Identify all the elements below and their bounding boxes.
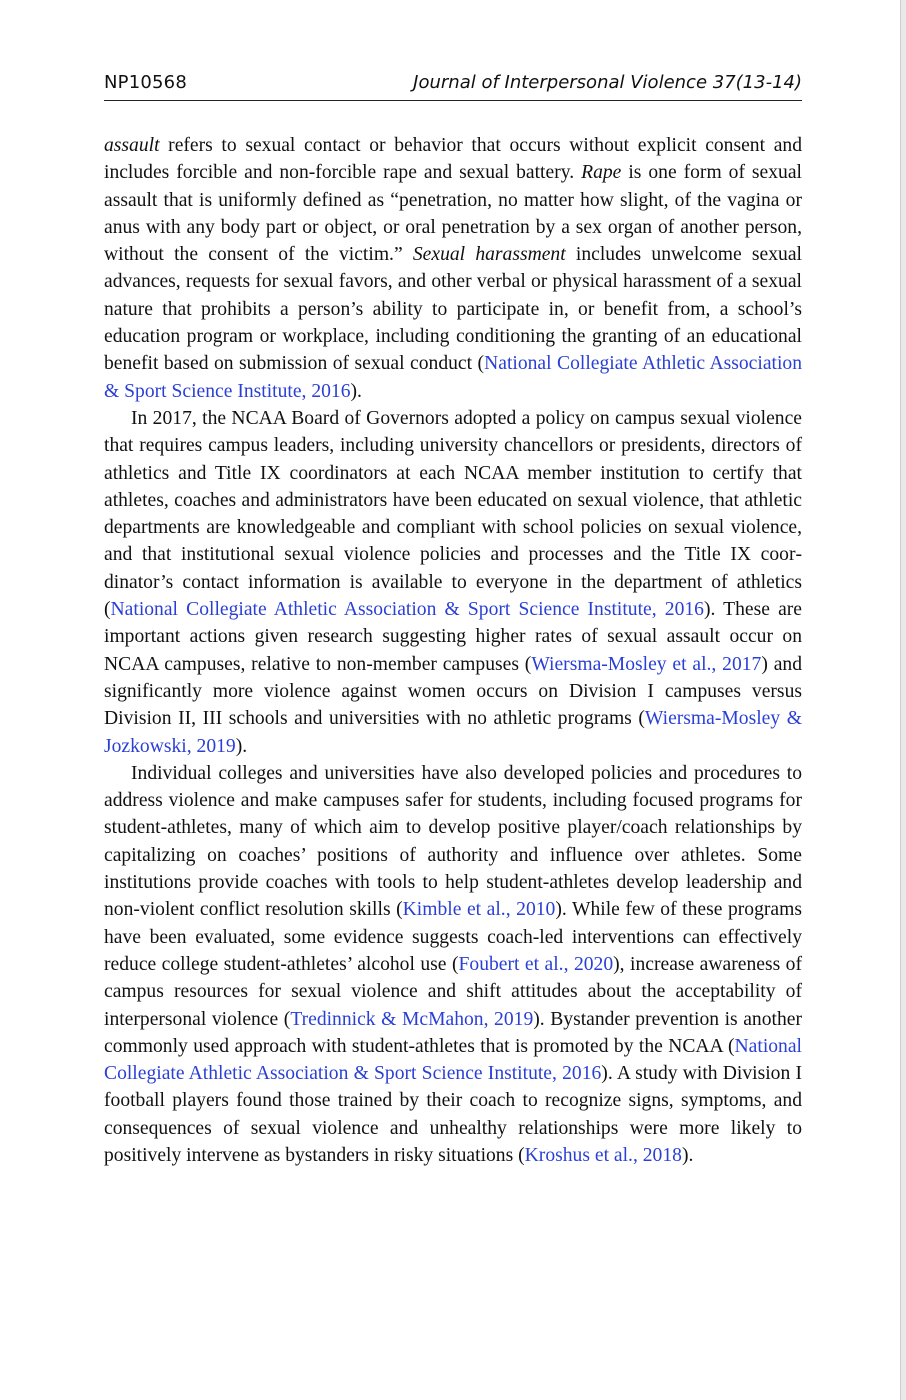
- citation-link[interactable]: Wiersma-Mosley & Jozkowski, 2019: [104, 708, 802, 757]
- citation-link[interactable]: National Collegiate Athletic Association & Sport Science Institute, 2016: [104, 353, 802, 402]
- running-header: [104, 66, 802, 101]
- citation-link[interactable]: National Collegiate Athletic Association & Sport Science Institute, 2016: [104, 1035, 802, 1085]
- text-run: In 2017, the NCAA Board of Governors adopted a policy on campus sexual violence that requires campus leaders, including university chancellors or presidents, directors of athletics and Title IX coordinators at each NCAA member institution to certify that athletes, coaches and administrators have been educated on sexual violence, that athletic departments are knowledgeable and compliant with school policies on sexual violence, and that institutional sexual violence policies and processes and the Title IX coordinator’s contact information is available to everyone in the department of athletics (: [104, 407, 802, 621]
- paragraph-ncaa-policy: [104, 405, 802, 760]
- text-run: ).: [235, 735, 248, 757]
- text-run: ). While few of these programs have been evaluated, some evidence suggests coach-led interventions can effectively reduce college student-athletes’ alcohol use (: [104, 899, 802, 975]
- citation-link[interactable]: Tredinnick & McMahon, 2019: [290, 1008, 534, 1030]
- citation-link[interactable]: Kimble et al., 2010: [402, 899, 556, 921]
- text-run: includes unwelcome sexual advances, requests for sexual favors, and other verbal or physical harassment of a sexual nature that prohibits a person’s ability to participate in, or benefit from, a school’s education program or workplace, including conditioning the granting of an educational benefit based on submission of sexual conduct (: [104, 244, 802, 375]
- citation-link[interactable]: Kroshus et al., 2018: [524, 1144, 682, 1166]
- article-body: [104, 132, 802, 1169]
- text-run: ).: [681, 1144, 694, 1166]
- term-sexual-harassment: Sexual harassment: [412, 244, 566, 266]
- term-assault: assault: [104, 135, 160, 156]
- text-run: Individual colleges and universities have also developed policies and procedures to address violence and make campuses safer for students, including focused programs for student-athletes, many of which aim to develop positive player/coach relationships by capitalizing on coaches’ positions of authority and influence over athletes. Some institutions provide coaches with tools to help student-athletes develop leadership and non-violent conflict resolution skills (: [104, 762, 802, 921]
- text-run: is one form of sexual assault that is uniformly defined as “penetration, no matter how slight, of the vagina or anus with any body part or object, or oral penetration by a sex organ of another person, without the consent of the victim.”: [104, 162, 802, 266]
- text-run: ), increase awareness of campus resources for sexual violence and shift attitudes about the acceptability of interpersonal violence (: [104, 953, 802, 1030]
- citation-link[interactable]: Wiersma-Mosley et al., 2017: [531, 653, 762, 675]
- text-run: ).: [350, 380, 362, 402]
- paragraph-definitions: [104, 132, 802, 405]
- text-run: refers to sexual contact or behavior that occurs without explicit consent and includes forcible and non-forcible rape and sexual battery.: [104, 135, 802, 184]
- text-run: ). A study with Division I football players found those trained by their coach to recognize signs, symptoms, and consequences of sexual violence and unhealthy relationships were more likely to positively intervene as bystanders in risky situations (: [104, 1063, 802, 1166]
- text-run: ). Bystander prevention is another commonly used approach with student-athletes that is promoted by the NCAA (: [104, 1008, 802, 1057]
- page-code: NP10568: [104, 72, 187, 93]
- term-rape: Rape: [581, 162, 622, 184]
- citation-link[interactable]: National Collegiate Athletic Association & Sport Science Institute, 2016: [110, 599, 704, 621]
- text-run: ) and significantly more violence against women occurs on Division I campuses versus Division II, III schools and universities with no athletic programs (: [104, 653, 802, 730]
- paragraph-programs: [104, 760, 802, 1169]
- text-run: ). These are important actions given research suggesting higher rates of sexual assault occur on NCAA campuses, relative to non-member campuses (: [104, 599, 802, 675]
- citation-link[interactable]: Foubert et al., 2020: [458, 953, 614, 975]
- journal-title: Journal of Interpersonal Violence 37(13-14): [413, 72, 802, 93]
